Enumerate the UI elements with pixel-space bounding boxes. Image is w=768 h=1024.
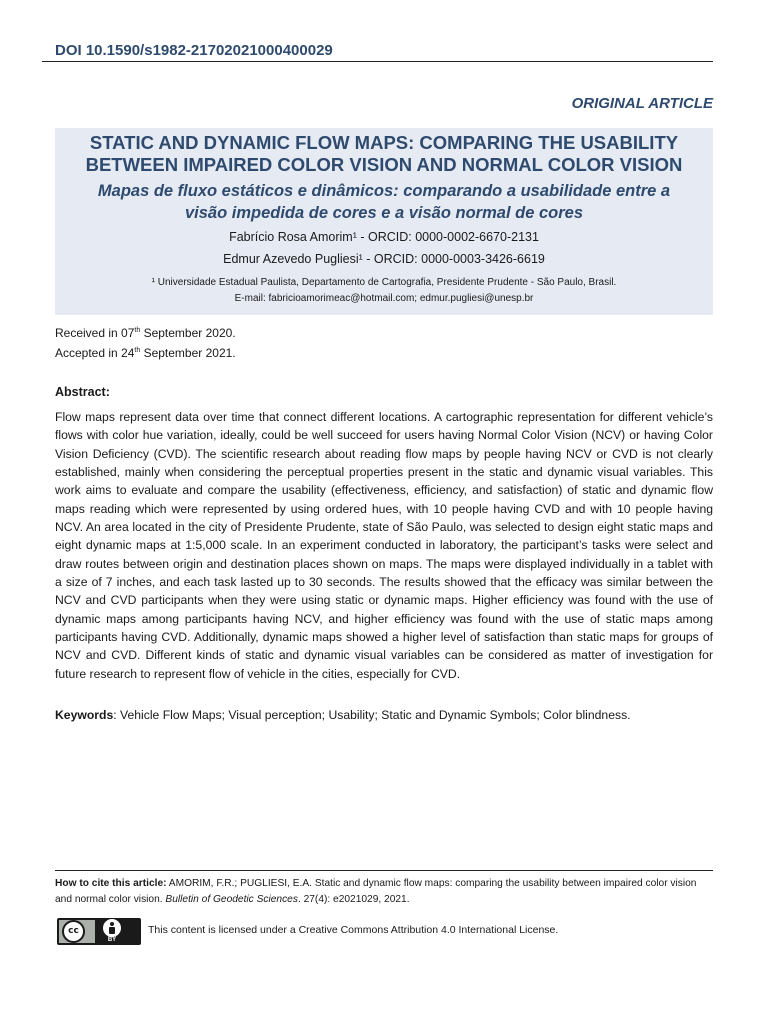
accepted-date: [55, 342, 236, 362]
keywords-line: [55, 708, 631, 722]
citation-text: AMORIM, F.R.; PUGLIESI, E.A. Static and dynamic flow maps: comparing the usability between impaired color vision and normal color vision.: [55, 878, 697, 905]
citation-tail: . 27(4): e2021029, 2021.: [297, 894, 410, 905]
citation-block: [55, 876, 713, 908]
affiliation-block: [55, 275, 713, 307]
email-text: E-mail: fabricioamorimeac@hotmail.com; edmur.pugliesi@unesp.br: [234, 293, 534, 304]
abstract-text: Flow maps represent data over time that connect different locations. A cartographic representation for different vehicle’s flows with color hue variation, ideally, could be well succeed for users having Normal Color Vision (NCV) or having Color Vision Deficiency (CVD). The scientific research about reading flow maps by people having NCV or CVD is not clearly established, mainly when considering the perceptual properties present in the static and dynamic visual variables. This work aims to evaluate and compare the usability (effectiveness, efficiency, and satisfaction) of static and dynamic flow maps reading which were represented by using ordered hues, with 10 people having CVD and with 10 people having NCV. An area located in the city of Presidente Prudente, state of São Paulo, was selected to design eight static maps and eight dynamic maps at 1:5,000 scale. In an experiment conducted in laboratory, the participant’s tasks were select and draw routes between origin and destination places shown on maps. The maps were displayed individually in a tablet with a size of 7 inches, and each task lasted up to 30 seconds. The results showed that the efficacy was similar between the NCV and CVD participants when they were using static or dynamic maps. Higher efficiency was found with the use of dynamic maps among participants having NCV, and higher efficiency was found with the use of static maps among participants having CVD. Additionally, dynamic maps showed a higher level of satisfaction than static maps for groups of NCV and CVD. Different kinds of static and dynamic visual variables can be considered as matter of investigation for future research to represent flow of vehicle in the cities, especially for CVD.: [55, 410, 713, 681]
received-suffix: September 2020.: [140, 326, 236, 340]
citation-journal: Bulletin of Geodetic Sciences: [165, 894, 298, 905]
received-date: [55, 322, 236, 342]
author-line: Edmur Azevedo Pugliesi¹ - ORCID: 0000-0003-3426-6619: [223, 252, 545, 266]
author-line: Fabrício Rosa Amorim¹ - ORCID: 0000-0002-6670-2131: [229, 230, 539, 244]
dates-block: [55, 322, 236, 362]
accepted-prefix: Accepted in 24: [55, 346, 135, 360]
title-portuguese: [55, 180, 713, 224]
article-type-label: ORIGINAL ARTICLE: [571, 95, 713, 112]
footer-divider: [55, 870, 713, 871]
title-portuguese-line: visão impedida de cores e a visão normal de cores: [184, 204, 583, 222]
header-divider: [42, 61, 713, 62]
title-english-line: STATIC AND DYNAMIC FLOW MAPS: COMPARING THE USABILITY: [89, 132, 679, 153]
person-body: [109, 927, 115, 934]
citation-label: How to cite this article:: [55, 878, 167, 889]
title-english: [55, 132, 713, 176]
cc-icon: cc: [62, 920, 85, 943]
keywords-label: Keywords: [55, 708, 114, 722]
person-head: [110, 922, 114, 926]
accepted-sup: th: [134, 347, 141, 354]
affiliation-text: ¹ Universidade Estadual Paulista, Departamento de Cartografia, Presidente Prudente - São Paulo, Brasil.: [151, 277, 617, 288]
title-portuguese-line: Mapas de fluxo estáticos e dinâmicos: comparando a usabilidade entre a: [97, 182, 671, 200]
license-text: This content is licensed under a Creative Commons Attribution 4.0 International License.: [148, 924, 559, 936]
abstract-heading: Abstract:: [55, 385, 110, 399]
received-prefix: Received in 07: [55, 326, 135, 340]
title-english-line: BETWEEN IMPAIRED COLOR VISION AND NORMAL COLOR VISION: [85, 154, 683, 175]
received-sup: th: [134, 327, 141, 334]
creative-commons-by-icon[interactable]: [57, 918, 141, 945]
by-label: BY: [107, 937, 117, 943]
keywords-text: : Vehicle Flow Maps; Visual perception; Usability; Static and Dynamic Symbols; Color blindness.: [113, 708, 631, 722]
title-block: [55, 128, 713, 315]
doi-link[interactable]: DOI 10.1590/s1982-21702021000400029: [55, 42, 333, 59]
person-icon: [103, 919, 121, 937]
accepted-suffix: September 2021.: [140, 346, 236, 360]
